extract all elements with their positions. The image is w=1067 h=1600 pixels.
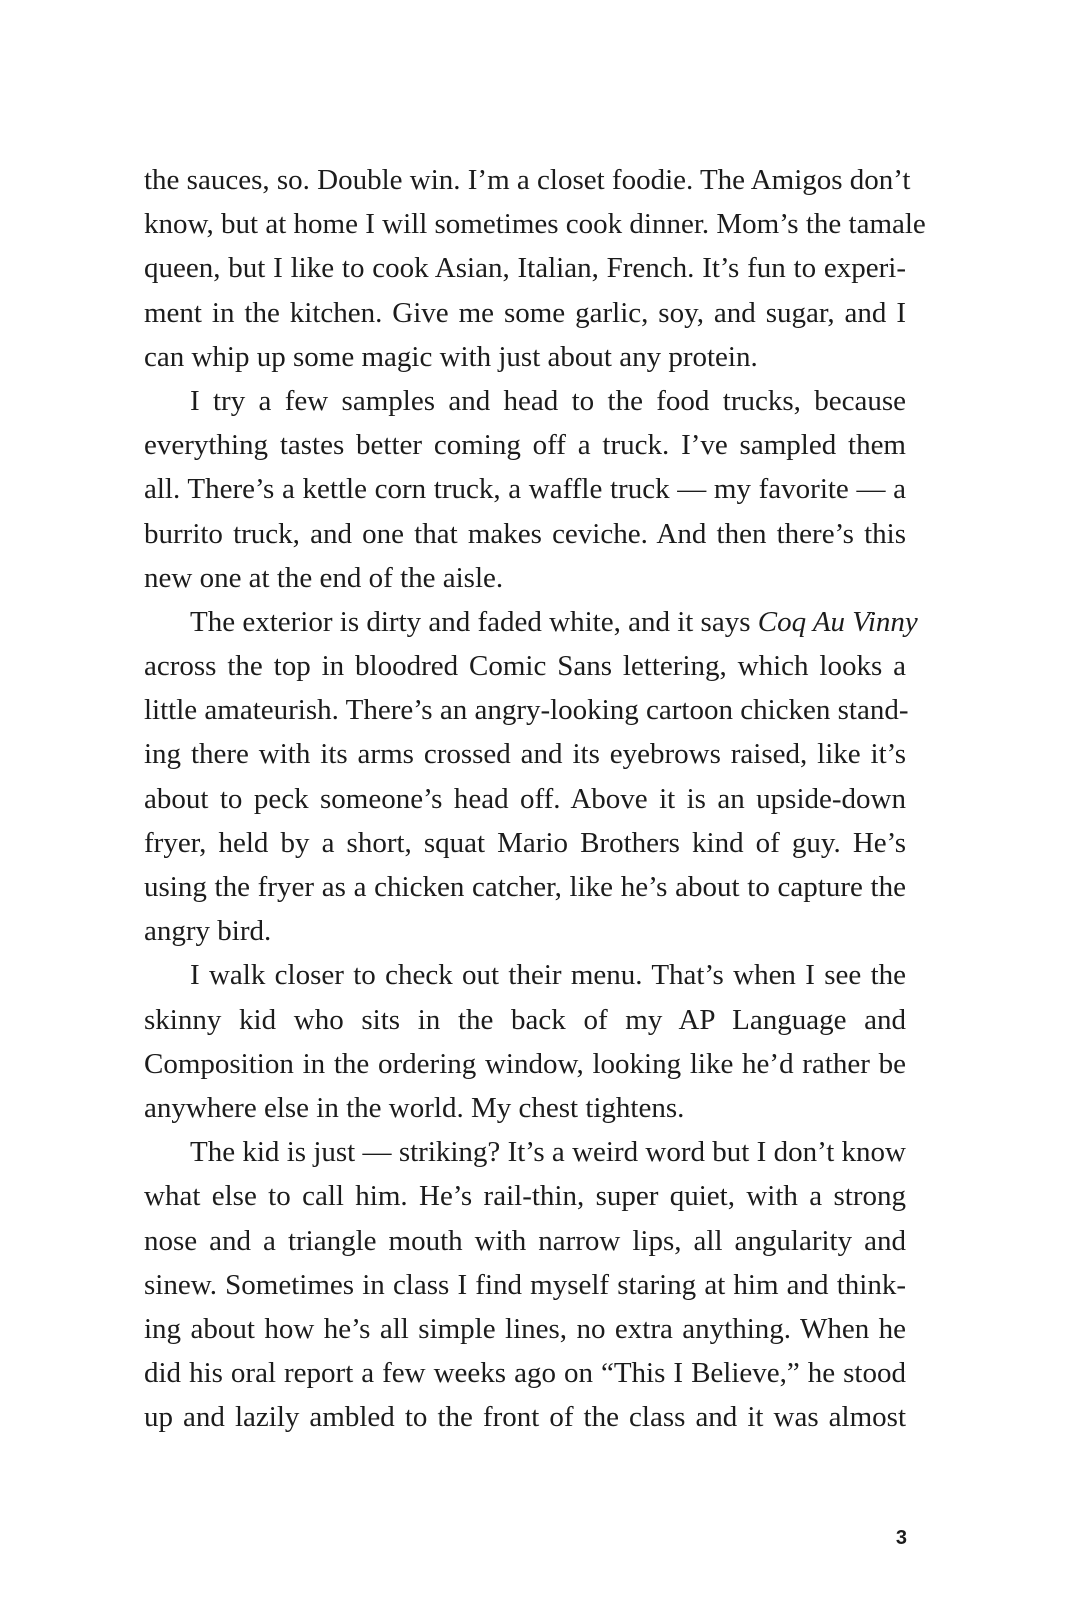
text-line <box>144 600 918 644</box>
text-line: Composition in the ordering window, looking like he’d rather be <box>144 1047 906 1080</box>
text-line: ing about how he’s all simple lines, no extra anything. When he <box>144 1312 906 1345</box>
text-line: can whip up some magic with just about any protein. <box>144 340 758 373</box>
text-line: sinew. Sometimes in class I find myself staring at him and think- <box>144 1268 906 1301</box>
text-line: The kid is just — striking? It’s a weird word but I don’t know <box>190 1136 906 1169</box>
body-text <box>144 158 926 1439</box>
text-line: ing there with its arms crossed and its eyebrows raised, like it’s <box>144 738 906 771</box>
text-line: anywhere else in the world. My chest tightens. <box>144 1091 685 1124</box>
text-line: new one at the end of the aisle. <box>144 561 504 594</box>
text-line: fryer, held by a short, squat Mario Brothers kind of guy. He’s <box>144 826 906 859</box>
text-line: did his oral report a few weeks ago on “This I Believe,” he stood <box>144 1357 906 1390</box>
text-line: ment in the kitchen. Give me some garlic, soy, and sugar, and I <box>144 296 906 329</box>
text-line: using the fryer as a chicken catcher, like he’s about to capture the <box>144 871 906 903</box>
text-line: skinny kid who sits in the back of my AP Language and <box>144 1003 906 1036</box>
text-line: I try a few samples and head to the food trucks, because <box>190 384 906 417</box>
text-line: queen, but I like to cook Asian, Italian, French. It’s fun to experi- <box>144 252 906 285</box>
food-truck-name: Coq Au Vinny <box>757 605 918 638</box>
text-line: about to peck someone’s head off. Above it is an upside-down <box>144 782 906 815</box>
text-line: all. There’s a kettle corn truck, a waffle truck — my favorite — a <box>144 473 906 506</box>
text-segment: The exterior is dirty and faded white, and it says <box>190 605 758 638</box>
text-line: angry bird. <box>144 915 272 948</box>
text-line: across the top in bloodred Comic Sans lettering, which looks a <box>144 650 906 683</box>
text-line: little amateurish. There’s an angry-looking cartoon chicken stand- <box>144 694 909 727</box>
text-line: up and lazily ambled to the front of the class and it was almost <box>144 1401 906 1434</box>
page-number: 3 <box>895 1527 907 1549</box>
text-line: what else to call him. He’s rail-thin, super quiet, with a strong <box>144 1180 906 1213</box>
text-line: burrito truck, and one that makes ceviche. And then there’s this <box>144 517 906 550</box>
text-line: the sauces, so. Double win. I’m a closet foodie. The Amigos don’t <box>144 164 911 196</box>
text-line: know, but at home I will sometimes cook dinner. Mom’s the tamale <box>144 208 926 241</box>
text-line: I walk closer to check out their menu. That’s when I see the <box>190 959 906 992</box>
text-line: everything tastes better coming off a truck. I’ve sampled them <box>144 429 906 462</box>
text-line: nose and a triangle mouth with narrow lips, all angularity and <box>144 1224 906 1257</box>
